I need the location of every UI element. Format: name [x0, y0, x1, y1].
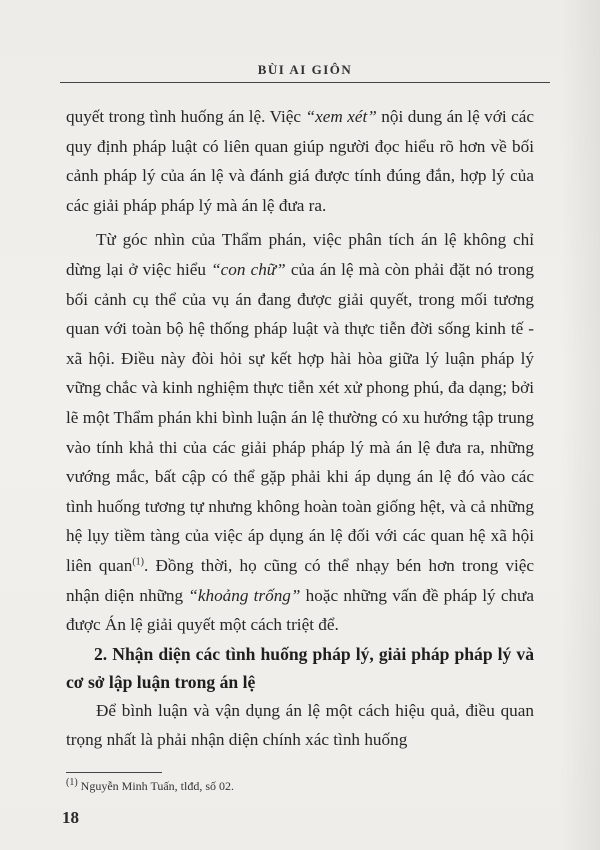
header-author: BÙI AI GIÔN: [257, 62, 353, 77]
footnote-text: Nguyễn Minh Tuấn, tlđd, số 02.: [77, 779, 235, 793]
page-edge-shadow: [560, 0, 600, 850]
running-header: [60, 48, 550, 82]
footnote-rule: [66, 772, 162, 773]
paragraph-1: [66, 102, 534, 220]
quote-con-chu: “con chữ”: [211, 259, 286, 279]
paragraph-2: [66, 225, 534, 639]
footnote: [66, 778, 534, 794]
quote-khoang-trong: “khoảng trống”: [188, 585, 301, 605]
page-number: 18: [62, 808, 79, 827]
footnote-marker: (1): [66, 777, 78, 788]
body-text: [66, 102, 534, 755]
section-heading: 2. Nhận diện các tình huống pháp lý, giải pháp pháp lý và cơ sở lập luận trong án lệ: [66, 643, 534, 692]
paragraph-2-text-b: của án lệ mà còn phải đặt nó trong bối cảnh cụ thể của vụ án đang được giải quyết, trong mối tương quan với toàn bộ hệ thống pháp luật và thực tiễn đời sống kinh tế - xã hội. Điều này đòi hỏi sự kết hợp hài hòa giữa lý luận pháp lý vững chắc và kinh nghiệm thực tiễn xét xử phong phú, đa dạng; bởi lẽ một Thẩm phán khi bình luận án lệ thường có xu hướng tập trung vào tính khả thi của các giải pháp pháp lý mà án lệ đưa ra, những vướng mắc, bất cập có thể gặp phải khi áp dụng án lệ đó vào các tình huống tương tự nhưng không hoàn toàn giống hệt, và cả những hệ lụy tiềm tàng của việc áp dụng án lệ đối với các quan hệ xã hội liên quan: [66, 259, 534, 575]
paragraph-1-text-a: quyết trong tình huống án lệ. Việc: [66, 107, 306, 126]
footnote-reference[interactable]: (1): [132, 556, 145, 568]
paragraph-3: Để bình luận và vận dụng án lệ một cách hiệu quả, điều quan trọng nhất là phải nhận diện chính xác tình huống: [66, 700, 534, 750]
paragraph-1-text-b: nội dung án lệ với các quy định pháp luật có liên quan giúp người đọc hiểu rõ hơn về bối cảnh pháp lý của án lệ và đánh giá được tính đúng đắn, hợp lý của các giải pháp pháp lý mà án lệ đưa ra.: [66, 107, 534, 215]
paragraph-2-text-d: hoặc những vấn đề pháp lý chưa được Án lệ giải quyết một cách triệt để.: [66, 585, 534, 635]
paragraph-2-text-a: Từ góc nhìn của Thẩm phán, việc phân tích án lệ không chỉ dừng lại ở việc hiểu: [66, 230, 534, 279]
paragraph-2-text-c: . Đồng thời, họ cũng có thể nhạy bén hơn trong việc nhận diện những: [66, 555, 534, 605]
header-rule: [60, 82, 550, 83]
quote-xem-xet: “xem xét”: [305, 107, 377, 126]
